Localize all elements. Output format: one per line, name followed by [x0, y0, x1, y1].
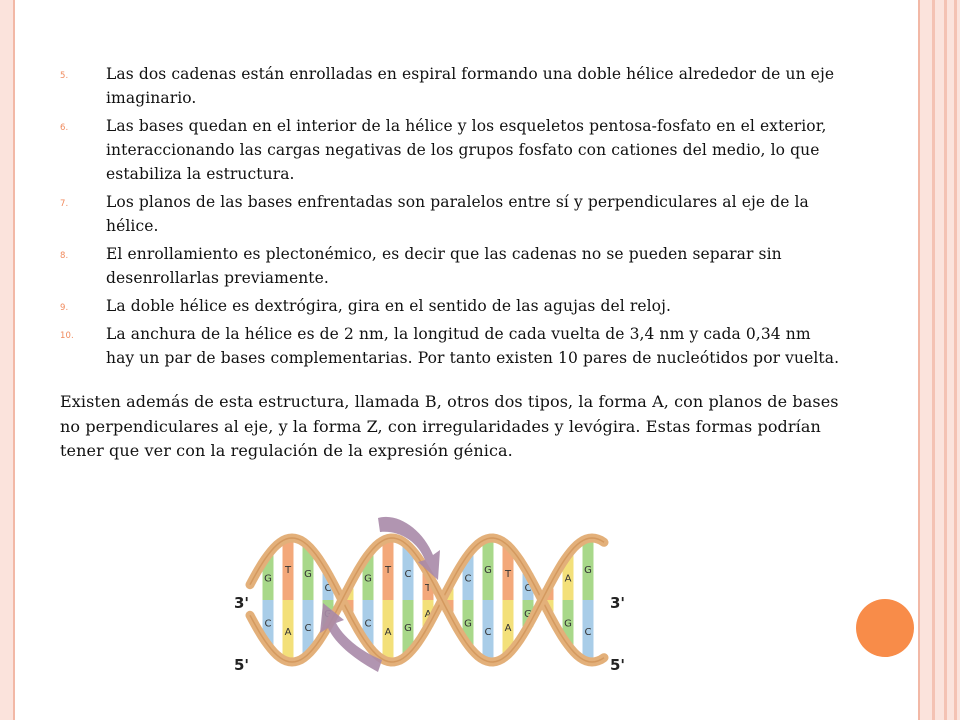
base-letter: C	[364, 618, 372, 630]
base-letter: A	[424, 609, 432, 621]
list-text: La anchura de la hélice es de 2 nm, la longitud de cada vuelta de 3,4 nm y cada 0,34 nm hay un par de bases complementarias. Por tanto existen 10 pares de nucleótidos por vuelta.	[106, 325, 840, 367]
list-item	[60, 62, 840, 110]
list-text: El enrollamiento es plectonémico, es decir que las cadenas no se pueden separar sin desenrollarlas previamente.	[106, 245, 782, 287]
list-text: Las bases quedan en el interior de la hélice y los esqueletos pentosa-fosfato en el exterior, interaccionando las cargas negativas de los grupos fosfato con cationes del medio, lo que estabiliza la estructura.	[106, 117, 827, 183]
base-letter: G	[304, 568, 312, 580]
base-letter: G	[524, 609, 532, 621]
dna-double-helix-figure	[228, 510, 628, 680]
dna-helix-drawing	[228, 510, 628, 680]
list-number: 7.	[60, 199, 69, 209]
list-text: La doble hélice es dextrógira, gira en el sentido de las agujas del reloj.	[106, 297, 672, 315]
base-letter: T	[384, 565, 392, 577]
frame-stripe	[932, 0, 935, 720]
list-text: Las dos cadenas están enrolladas en espiral formando una doble hélice alrededor de un eje imaginario.	[106, 65, 835, 107]
list-item	[60, 322, 840, 370]
list-number: 6.	[60, 123, 69, 133]
base-letter: C	[264, 618, 272, 630]
base-letter: G	[464, 618, 472, 630]
right-frame-band	[920, 0, 960, 720]
base-letter: C	[524, 582, 532, 594]
base-letter: C	[484, 626, 492, 638]
base-letter: A	[284, 626, 292, 638]
end-label-right-bottom: 5'	[610, 656, 626, 674]
list-text: Los planos de las bases enfrentadas son paralelos entre sí y perpendiculares al eje de la hélice.	[106, 193, 809, 235]
base-letter: C	[584, 626, 592, 638]
list-number: 5.	[60, 71, 69, 81]
list-item	[60, 294, 840, 318]
frame-stripe	[954, 0, 957, 720]
body-paragraph: Existen además de esta estructura, llamada B, otros dos tipos, la forma A, con planos de bases no perpendiculares al eje, y la forma Z, con irregularidades y levógira. Estas formas podrían tener que ver con la regulación de la expresión génica.	[60, 392, 839, 460]
base-letter: A	[504, 623, 512, 635]
base-letter: G	[404, 623, 412, 635]
frame-stripe	[944, 0, 947, 720]
base-letter: T	[284, 565, 292, 577]
list-item	[60, 242, 840, 290]
list-item	[60, 190, 840, 238]
base-letter: T	[504, 568, 512, 580]
base-letter: G	[584, 565, 592, 577]
end-label-left-bottom: 5'	[234, 656, 250, 674]
base-letter: C	[404, 568, 412, 580]
base-letter: G	[364, 573, 372, 585]
list-number: 10.	[60, 331, 74, 341]
end-label-left-top: 3'	[234, 594, 250, 612]
left-frame-band	[0, 0, 14, 720]
list-number: 9.	[60, 303, 69, 313]
list-number: 8.	[60, 251, 69, 261]
list-item	[60, 114, 840, 186]
base-letter: A	[564, 573, 572, 585]
base-letter: T	[424, 582, 432, 594]
orange-circle-decoration	[856, 599, 914, 657]
base-letter: G	[484, 565, 492, 577]
base-letter: C	[464, 573, 472, 585]
base-letter: C	[324, 582, 332, 594]
left-frame-line	[13, 0, 15, 720]
base-letter: G	[264, 573, 272, 585]
base-letter: A	[384, 626, 392, 638]
slide-content	[60, 62, 840, 464]
base-letter: C	[304, 623, 312, 635]
base-letter: G	[564, 618, 572, 630]
numbered-list	[60, 62, 840, 370]
end-label-right-top: 3'	[610, 594, 626, 612]
